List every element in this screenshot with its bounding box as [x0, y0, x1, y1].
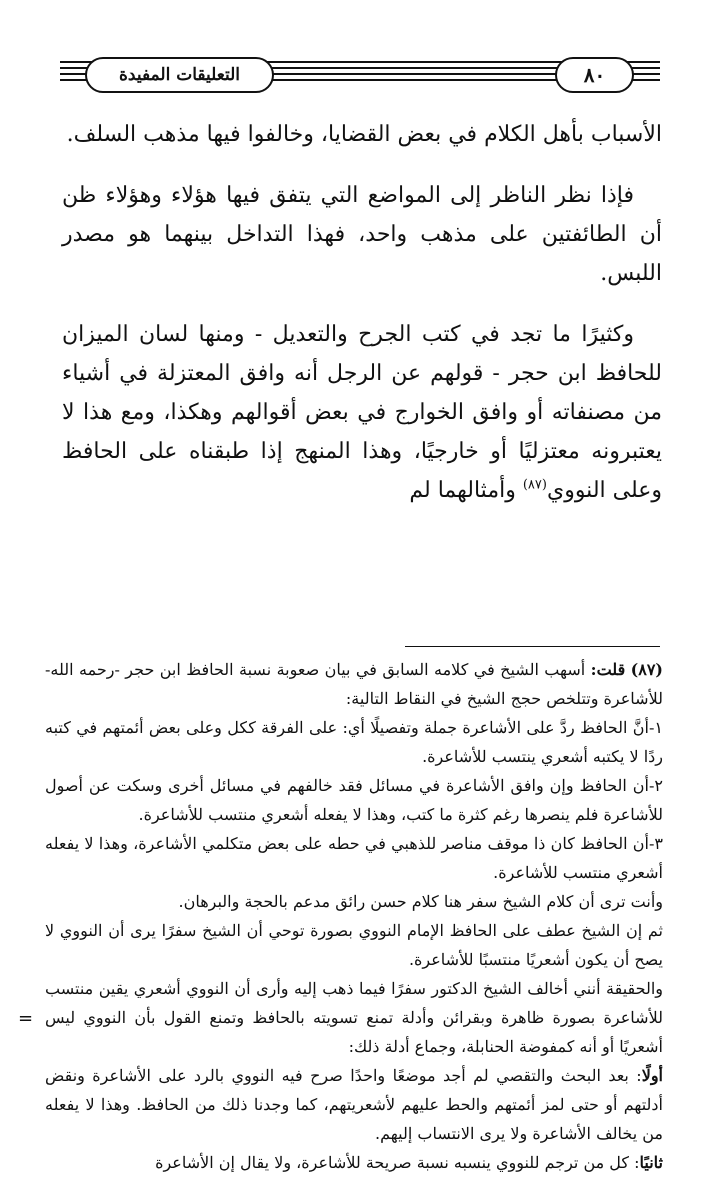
footnote-text: أسهب الشيخ في كلامه السابق في بيان صعوبة نسبة الحافظ ابن حجر -رحمه الله- للأشاعرة وتتلخص حجج الشيخ في النقاط التالية:: [45, 660, 663, 708]
running-title: التعليقات المفيدة: [85, 57, 274, 93]
footnote-point: ٢-أن الحافظ وإن وافق الأشاعرة في مسائل فقد خالفهم في مسائل أخرى وسكت عن أصول للأشاعرة فلم ينصرها رغم كثرة ما كتب، وهذا لا يفعله أشعري منتسب للأشاعرة.: [45, 776, 663, 824]
point-label: أولًا: [641, 1066, 663, 1085]
footnote-reference[interactable]: (٨٧): [522, 477, 547, 493]
footnote-number: (٨٧): [630, 660, 663, 679]
page-header: [60, 55, 660, 95]
paragraph-text: وكثيرًا ما تجد في كتب الجرح والتعديل - ومنها لسان الميزان للحافظ ابن حجر - قولهم عن الرجل أنه وافق المعتزلة في أشياء من مصنفاته أو وافق الخوارج في بعض أقوالهم وهكذا، ومع هذا لا يعتبرونه معتزليًا أو خارجيًا، وهذا المنهج إذا طبقناه على الحافظ وعلى النووي: [62, 322, 662, 503]
footnote-label: قلت:: [590, 660, 626, 679]
main-text: [62, 115, 662, 532]
point-label: ثانيًا: [639, 1153, 663, 1172]
paragraph: الأسباب بأهل الكلام في بعض القضايا، وخالفوا فيها مذهب السلف.: [66, 122, 662, 147]
paragraph: [62, 315, 662, 510]
footnote-point: ١-أنَّ الحافظ ردَّ على الأشاعرة جملة وتفصيلًا أي: على الفرقة ككل وعلى بعض أئمتهم في كتبه ردًا لا يكتبه أشعري ينتسب للأشاعرة.: [45, 718, 663, 766]
paragraph-text: وأمثالهما لم: [409, 478, 523, 503]
footnote-paragraph: والحقيقة أنني أخالف الشيخ الدكتور سفرًا فيما ذهب إليه وأرى أن النووي أشعري يقين منتسب للأشاعرة بصورة ظاهرة وبقرائن وأدلة تمنع تسويته بالحافظ وتمنع القول بأن النووي ليس أشعريًا أو أنه كمفوضة الحنابلة، وجماع أدلة ذلك:: [45, 979, 663, 1056]
footnote-intro: [45, 655, 663, 713]
footnote-text: : كل من ترجم للنووي ينسبه نسبة صريحة للأشاعرة، ولا يقال إن الأشاعرة: [155, 1153, 640, 1172]
footnote-paragraph: [45, 1148, 663, 1177]
footnote: [45, 655, 663, 1177]
footnote-paragraph: وأنت ترى أن كلام الشيخ سفر هنا كلام حسن رائق مدعم بالحجة والبرهان.: [178, 892, 663, 911]
page-number: ٨٠: [555, 57, 634, 93]
footnote-text: : بعد البحث والتقصي لم أجد موضعًا واحدًا صرح فيه النووي بالرد على الأشاعرة ونقض أدلتهم أو حتى لمز أئمتهم والحط عليهم لأشعريتهم، كما وجدنا ذلك من الحافظ. وهذا لا يفعله من يخالف الأشاعرة ولا يرى الانتساب إليهم.: [45, 1066, 663, 1143]
footnote-paragraph: ثم إن الشيخ عطف على الحافظ الإمام النووي بصورة توحي أن الشيخ سفرًا يرى أن النووي لا يصح أن يكون أشعريًا منتسبًا للأشاعرة.: [45, 921, 663, 969]
footnote-paragraph: [45, 1061, 663, 1148]
footnote-point: ٣-أن الحافظ كان ذا موقف مناصر للذهبي في حطه على بعض متكلمي الأشاعرة، وهذا لا يفعله أشعري منتسب للأشاعرة.: [45, 834, 663, 882]
continuation-mark: =: [18, 1008, 34, 1029]
footnote-separator: [405, 646, 660, 647]
paragraph: فإذا نظر الناظر إلى المواضع التي يتفق فيها هؤلاء وهؤلاء ظن أن الطائفتين على مذهب واحد، فهذا التداخل بينهما هو مصدر اللبس.: [62, 183, 662, 286]
